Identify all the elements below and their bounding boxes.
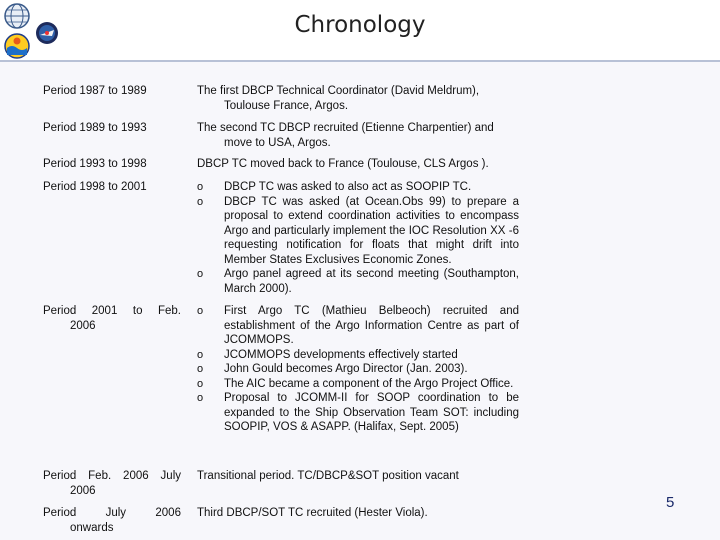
period-label-6 [43,469,183,498]
period-line [43,304,181,319]
bullet-mark: o [197,377,204,390]
page-number: 5 [666,494,675,511]
period-label-5 [43,304,183,333]
description-line: Toulouse France, Argos. [224,99,349,112]
period-label-4: Period 1998 to 2001 [43,181,147,193]
period-description-7 [197,506,517,521]
description-line: DBCP TC moved back to France (Toulouse, CLS Argos ). [197,158,489,170]
list-item-text: Argo panel agreed at its second meeting (Southampton, March 2000). [224,268,519,295]
bullet-mark: o [197,181,204,193]
list-item [197,304,519,348]
description-line: The second TC DBCP recruited (Etienne Charpentier) and [197,122,494,134]
list-item [197,267,519,296]
list-item-text: Proposal to JCOMM-II for SOOP coordination to be expanded to the Ship Observation Team SOT: including SOOPIP, VOS & ASAPP. (Halifax, Sept. 2005) [224,392,519,433]
list-item-text: First Argo TC (Mathieu Belbeoch) recruited and establishment of the Argo Information Centre as part of JCOMMOPS. [224,305,519,346]
list-item [197,362,519,377]
list-item [197,377,519,392]
period-description-1 [197,84,517,113]
period-line: 2006 [70,484,96,497]
list-item-text: DBCP TC was asked (at Ocean.Obs 99) to prepare a proposal to extend coordination activities to encompass Argo and particularly implement the IOC Resolution XX -6 requesting notification for floats that might drift into Member States Exclusives Economic Zones. [224,195,519,266]
period-word: 2006 [155,507,181,519]
period-line: Period Feb. 2006 July [43,470,181,482]
header-divider [0,60,720,62]
period-label-3: Period 1993 to 1998 [43,158,147,170]
description-line: The first DBCP Technical Coordinator (David Meldrum), [197,85,480,97]
period-line [43,506,181,521]
bullet-mark: o [197,195,204,208]
bullet-mark: o [197,392,204,404]
list-item-text: John Gould becomes Argo Director (Jan. 2003). [224,363,468,375]
page-title: Chronology [294,12,426,38]
list-item [197,391,519,435]
period-label-1: Period 1987 to 1989 [43,85,147,97]
bullet-mark: o [197,363,204,375]
bullet-mark: o [197,348,204,361]
period-bullets-4 [197,180,519,296]
description-line: move to USA, Argos. [224,136,331,149]
period-line: 2006 [70,319,96,332]
list-item [197,348,519,363]
period-line-text: Period 2001 to Feb. [43,305,181,317]
period-word: July [105,507,127,519]
list-item [197,180,519,195]
period-description-6 [197,469,517,484]
list-item-text: The AIC became a component of the Argo Project Office. [224,377,514,390]
list-item [197,195,519,268]
period-description-2 [197,121,517,150]
bullet-mark: o [197,305,204,317]
period-bullets-5 [197,304,519,435]
period-line: onwards [70,521,114,534]
description-line: Third DBCP/SOT TC recruited (Hester Viola). [197,507,428,519]
description-line: Transitional period. TC/DBCP&SOT position vacant [197,470,459,482]
list-item-text: JCOMMOPS developments effectively started [224,348,458,361]
list-item-text: DBCP TC was asked to also act as SOOPIP TC. [224,181,472,193]
period-label-7 [43,506,183,535]
period-label-2: Period 1989 to 1993 [43,122,147,134]
period-description-3 [197,157,517,172]
period-word: Period [43,507,77,519]
bullet-mark: o [197,268,204,280]
